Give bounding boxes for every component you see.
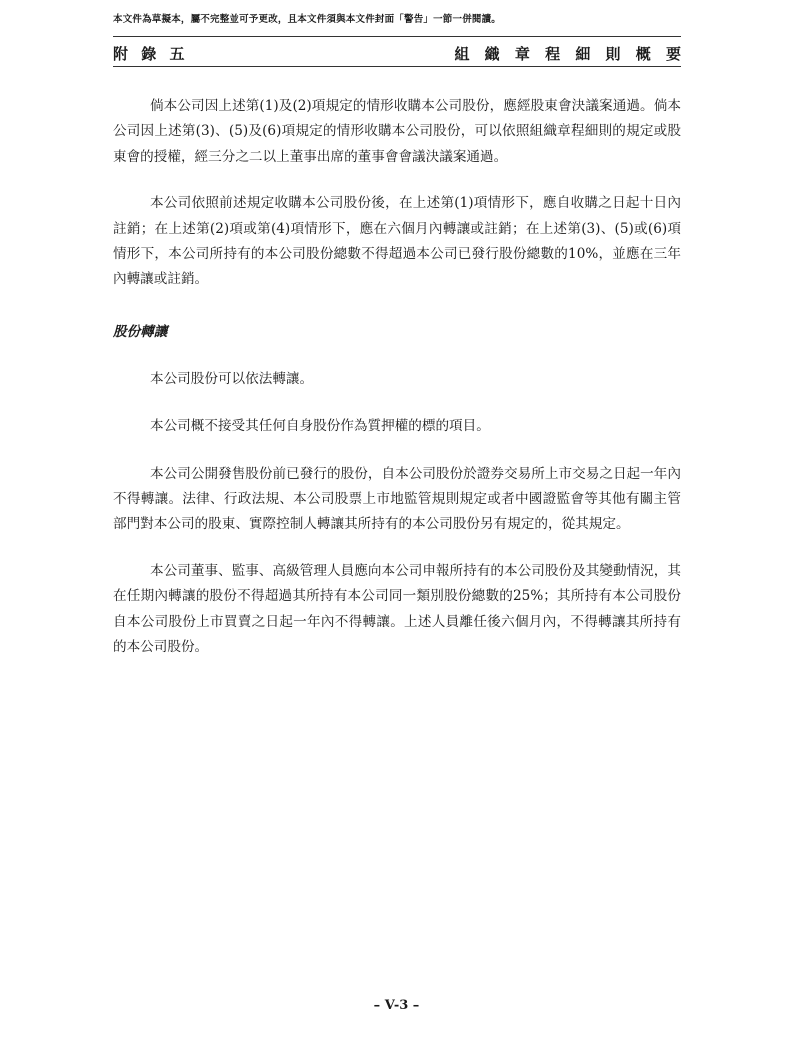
document-body bbox=[113, 94, 681, 661]
section-title: 組 織 章 程 細 則 概 要 bbox=[454, 44, 686, 63]
appendix-label: 附 錄 五 bbox=[113, 44, 189, 63]
page-number: – V-3 – bbox=[373, 998, 420, 1013]
header-bottom-rule bbox=[113, 66, 681, 67]
paragraph: 本公司董事、監事、高級管理人員應向本公司申報所持有的本公司股份及其變動情況，其在任期內轉讓的股份不得超過其所持有本公司同一類別股份總數的25%；其所持有本公司股份自本公司股份上市買賣之日起一年內不得轉讓。上述人員離任後六個月內，不得轉讓其所持有的本公司股份。 bbox=[113, 562, 681, 656]
paragraph: 本公司概不接受其任何自身股份作為質押權的標的項目。 bbox=[150, 418, 490, 435]
paragraph: 倘本公司因上述第(1)及(2)項規定的情形收購本公司股份，應經股東會決議案通過。倘本公司因上述第(3)、(5)及(6)項規定的情形收購本公司股份，可以依照組織章程細則的規定或股東會的授權，經三分之二以上董事出席的董事會會議決議案通過。 bbox=[113, 98, 681, 165]
paragraph: 本公司股份可以依法轉讓。 bbox=[150, 370, 314, 387]
header-top-rule bbox=[113, 36, 681, 37]
page-header bbox=[113, 41, 686, 65]
section-heading: 股份轉讓 bbox=[113, 323, 168, 340]
paragraph: 本公司依照前述規定收購本公司股份後，在上述第(1)項情形下，應自收購之日起十日內註銷；在上述第(2)項或第(4)項情形下，應在六個月內轉讓或註銷；在上述第(3)、(5)或(6)項情形下，本公司所持有的本公司股份總數不得超過本公司已發行股份總數的10%，並應在三年內轉讓或註銷。 bbox=[113, 195, 681, 288]
paragraph: 本公司公開發售股份前已發行的股份，自本公司股份於證券交易所上市交易之日起一年內不得轉讓。法律、行政法規、本公司股票上市地監管規則規定或者中國證監會等其他有關主管部門對本公司的股東、實際控制人轉讓其所持有的本公司股份另有規定的，從其規定。 bbox=[113, 465, 681, 533]
draft-warning-banner: 本文件為草擬本，屬不完整並可予更改，且本文件須與本文件封面「警告」一節一併閱讀。 bbox=[113, 14, 502, 25]
